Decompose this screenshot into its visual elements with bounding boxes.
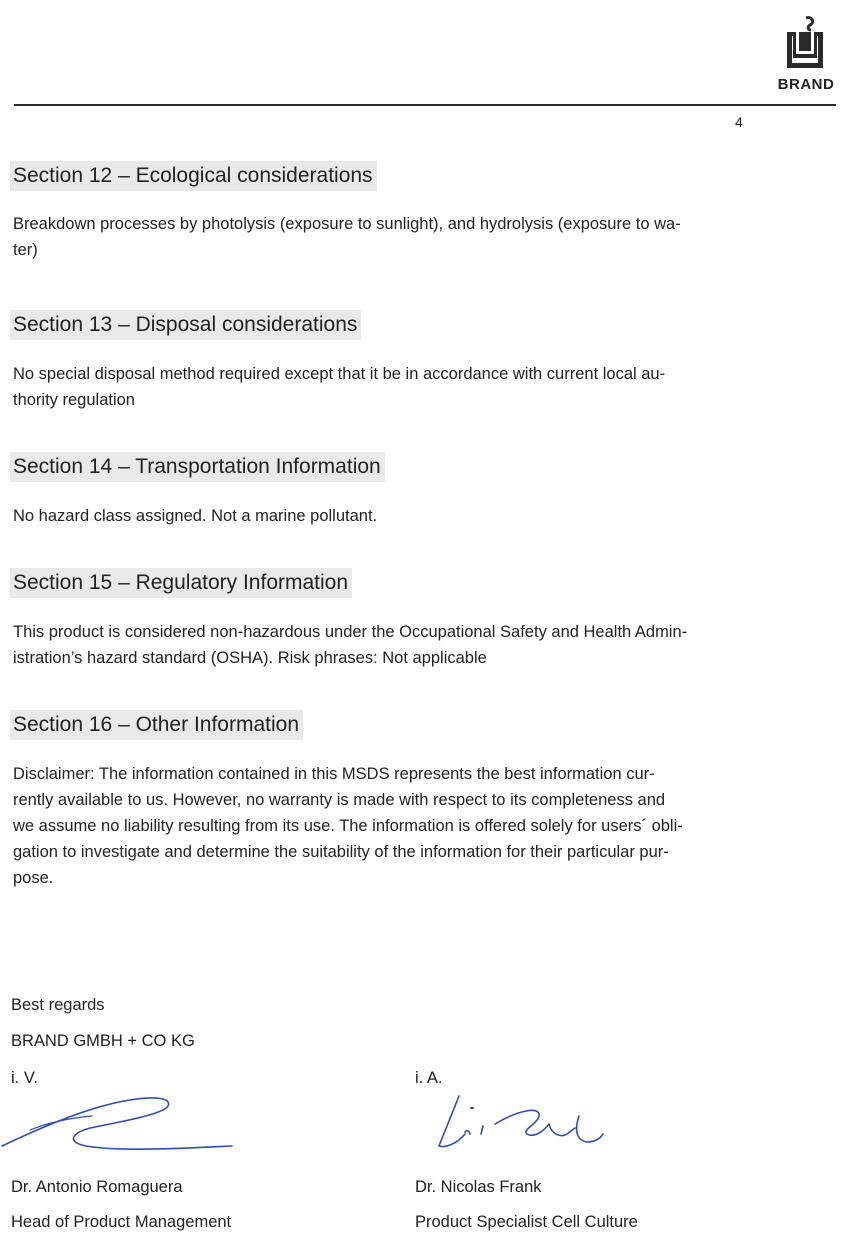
brand-logo [772, 16, 838, 98]
signatory-2-name: Dr. Nicolas Frank [415, 1178, 542, 1196]
signatory-1-prefix: i. V. [11, 1069, 38, 1087]
header-rule [14, 104, 836, 106]
text-line: rently available to us. However, no warranty is made with respect to its completeness and [13, 791, 666, 809]
section-15-heading: Section 15 – Regulatory Information [10, 568, 352, 598]
signature-frank [425, 1090, 605, 1160]
text-line: gation to investigate and determine the suitability of the information for their particular pur- [13, 843, 669, 861]
text-line: Breakdown processes by photolysis (exposure to sunlight), and hydrolysis (exposure to wa- [13, 215, 681, 233]
section-12-heading: Section 12 – Ecological considerations [10, 161, 377, 191]
section-14-heading: Section 14 – Transportation Information [10, 452, 385, 482]
text-line: istration’s hazard standard (OSHA). Risk phrases: Not applicable [13, 649, 487, 667]
signature-romaguera [0, 1088, 245, 1160]
flask-logo-icon [782, 16, 828, 72]
company-name: BRAND GMBH + CO KG [11, 1032, 195, 1050]
signatory-1-title: Head of Product Management [11, 1213, 232, 1231]
text-line: pose. [13, 869, 54, 887]
signatory-2-title: Product Specialist Cell Culture [415, 1213, 638, 1231]
text-line: thority regulation [13, 391, 135, 409]
section-16-body [13, 761, 753, 891]
section-13-heading: Section 13 – Disposal considerations [10, 310, 361, 340]
text-line: No special disposal method required except that it be in accordance with current local au- [13, 365, 666, 383]
text-line: we assume no liability resulting from its use. The information is offered solely for users´ obli- [13, 817, 683, 835]
page-number: 4 [735, 114, 743, 130]
greeting: Best regards [11, 996, 105, 1014]
signatory-2-prefix: i. A. [415, 1069, 443, 1087]
text-line: ter) [13, 241, 38, 259]
signatory-1-name: Dr. Antonio Romaguera [11, 1178, 183, 1196]
section-12-body [13, 211, 753, 263]
text-line: Disclaimer: The information contained in this MSDS represents the best information cur- [13, 765, 655, 783]
section-15-body [13, 619, 753, 671]
brand-logo-text: BRAND [777, 76, 835, 93]
section-14-body [13, 503, 753, 529]
section-13-body [13, 361, 753, 413]
text-line: No hazard class assigned. Not a marine pollutant. [13, 507, 378, 525]
text-line: This product is considered non-hazardous under the Occupational Safety and Health Admin- [13, 623, 688, 641]
section-16-heading: Section 16 – Other Information [10, 710, 303, 740]
